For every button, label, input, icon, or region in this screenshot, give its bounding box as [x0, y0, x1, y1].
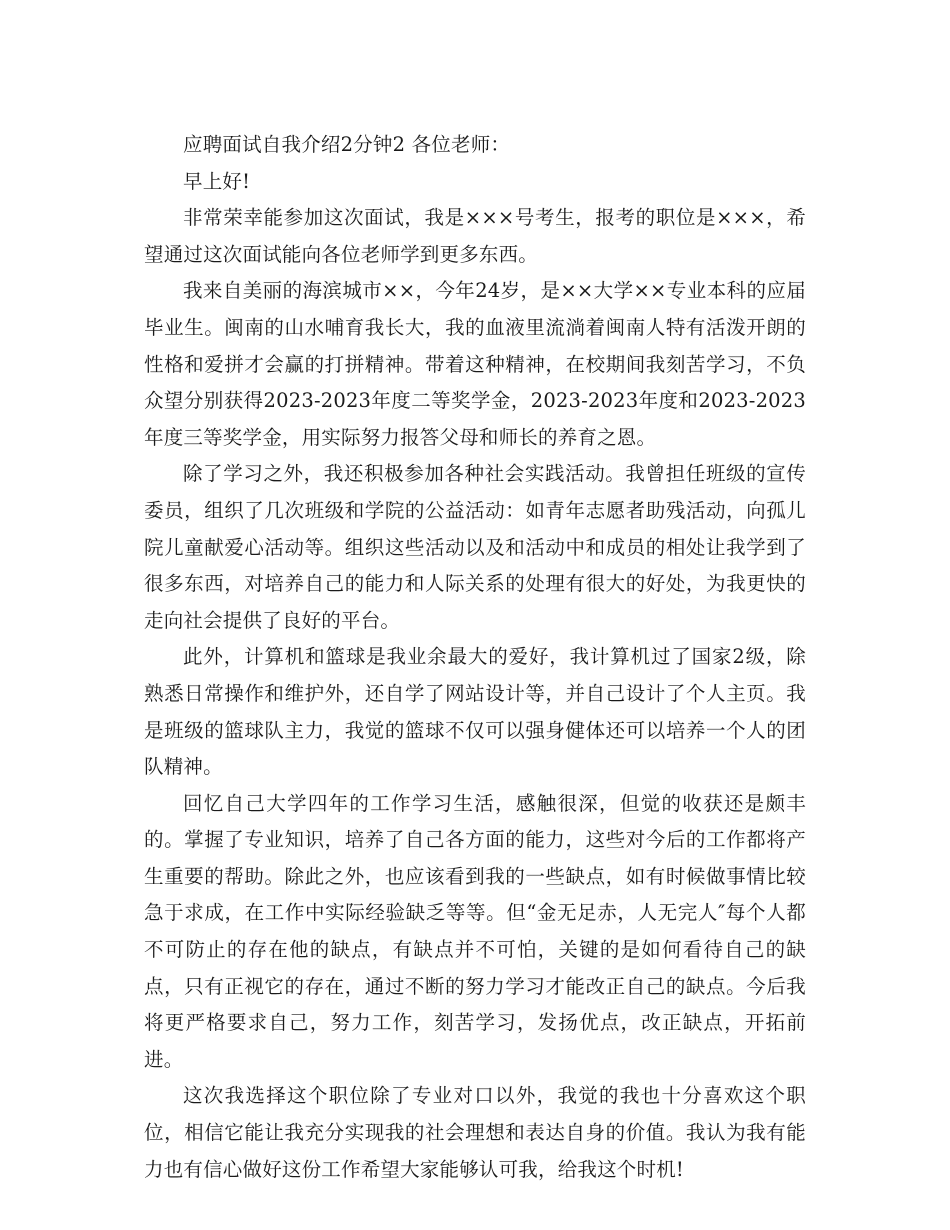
intro-paragraph: 非常荣幸能参加这次面试，我是×××号考生，报考的职位是×××，希望通过这次面试能向各位老师学到更多东西。 — [144, 206, 806, 266]
reflection-paragraph: 回忆自己大学四年的工作学习生活，感触很深，但觉的收获还是颇丰的。掌握了专业知识，培养了自己各方面的能力，这些对今后的工作都将产生重要的帮助。除此之外，也应该看到我的一些缺点，如有时候做事情比较急于求成，在工作中实际经验缺乏等等。但“金无足赤，人无完人″每个人都不可防止的存在他的缺点，有缺点并不可怕，关键的是如何看待自己的缺点，只有正视它的存在，通过不断的努力学习才能改正自己的缺点。今后我将更严格要求自己，努力工作，刻苦学习，发扬优点，改正缺点，开拓前进。 — [144, 791, 806, 1071]
closing-paragraph: 这次我选择这个职位除了专业对口以外，我觉的我也十分喜欢这个职位，相信它能让我充分实现我的社会理想和表达自身的价值。我认为我有能力也有信心做好这份工作希望大家能够认可我，给我这个时机! — [144, 1084, 806, 1181]
document-title-line: 应聘面试自我介绍2分钟2 各位老师： — [183, 133, 511, 156]
hobbies-paragraph: 此外，计算机和篮球是我业余最大的爱好，我计算机过了国家2级，除熟悉日常操作和维护外，还自学了网站设计等，并自己设计了个人主页。我是班级的篮球队主力，我觉的篮球不仅可以强身健体还可以培养一个人的团队精神。 — [144, 645, 806, 779]
greeting-paragraph: 早上好! — [183, 169, 251, 193]
activities-paragraph: 除了学习之外，我还积极参加各种社会实践活动。我曾担任班级的宣传委员，组织了几次班级和学院的公益活动：如青年志愿者助残活动，向孤儿院儿童献爱心活动等。组织这些活动以及和活动中和成员的相处让我学到了很多东西，对培养自己的能力和人际关系的处理有很大的好处，为我更快的走向社会提供了良好的平台。 — [144, 462, 806, 632]
document-page — [144, 127, 806, 1188]
background-paragraph: 我来自美丽的海滨城市××，今年24岁，是××大学××专业本科的应届毕业生。闽南的山水哺育我长大，我的血液里流淌着闽南人特有活泼开朗的性格和爱拼才会赢的打拼精神。带着这种精神，在校期间我刻苦学习，不负众望分别获得2023-2023年度二等奖学金，2023-2023年度和2023-2023年度三等奖学金，用实际努力报答父母和师长的养育之恩。 — [144, 279, 806, 449]
